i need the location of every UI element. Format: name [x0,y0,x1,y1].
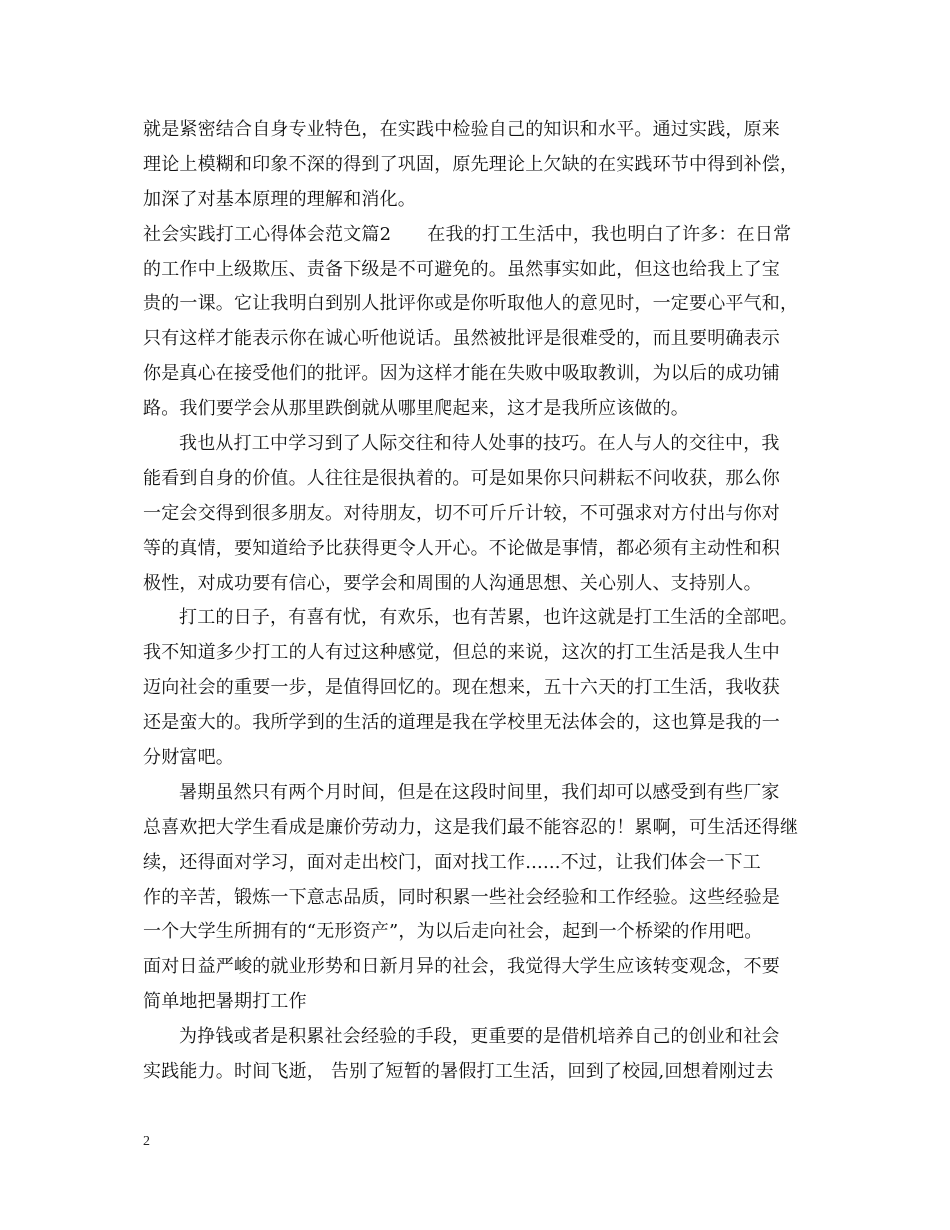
text-line: 我也从打工中学习到了人际交往和待人处事的技巧。在人与人的交往中，我 [179,433,780,455]
text-line: 还是蛮大的。我所学到的生活的道理是我在学校里无法体会的，这也算是我的一 [143,712,780,734]
text-line: 续，还得面对学习，面对走出校门，面对找工作......不过，让我们体会一下工 [143,851,761,873]
text-segment: 在我的打工生活中，我也明白了许多：在日常 [427,223,792,245]
text-line: 的工作中上级欺压、责备下级是不可避免的。虽然事实如此，但这也给我上了宝 [143,258,780,280]
text-line: 打工的日子，有喜有忧，有欢乐，也有苦累，也许这就是打工生活的全部吧。 [179,607,798,629]
text-line: 理论上模糊和印象不深的得到了巩固，原先理论上欠缺的在实践环节中得到补偿， [143,153,799,175]
text-line [143,218,813,253]
page-number: 2 [143,1134,150,1149]
text-line: 暑期虽然只有两个月时间，但是在这段时间里，我们却可以感受到有些厂家 [179,781,780,803]
text-line: 我不知道多少打工的人有过这种感觉，但总的来说，这次的打工生活是我人生中 [143,642,780,664]
section-heading: 社会实践打工心得体会范文篇2 [143,223,392,245]
text-line: 实践能力。时间飞逝， 告别了短暂的暑假打工生活，回到了校园,回想着刚过去 [143,1061,774,1083]
text-line: 总喜欢把大学生看成是廉价劳动力，这是我们最不能容忍的！累啊，可生活还得继 [143,816,799,838]
text-line: 简单地把暑期打工作 [143,991,307,1013]
text-line: 贵的一课。它让我明白到别人批评你或是你听取他人的意见时，一定要心平气和， [143,293,799,315]
text-line: 就是紧密结合自身专业特色，在实践中检验自己的知识和水平。通过实践，原来 [143,119,780,140]
text-line: 极性，对成功要有信心，要学会和周围的人沟通思想、关心别人、支持别人。 [143,572,762,594]
text-line: 你是真心在接受他们的批评。因为这样才能在失败中吸取教训，为以后的成功铺 [143,363,780,385]
text-line: 能看到自身的价值。人往往是很执着的。可是如果你只问耕耘不问收获，那么你 [143,467,780,489]
text-line: 作的辛苦，锻炼一下意志品质，同时积累一些社会经验和工作经验。这些经验是 [143,886,780,908]
text-line: 一定会交得到很多朋友。对待朋友，切不可斤斤计较，不可强求对方付出与你对 [143,502,780,524]
text-line: 加深了对基本原理的理解和消化。 [143,188,416,210]
text-line: 路。我们要学会从那里跌倒就从哪里爬起来，这才是我所应该做的。 [143,398,689,420]
text-line: 分财富吧。 [143,747,234,769]
text-line: 等的真情，要知道给予比获得更令人开心。不论做是事情，都必须有主动性和积 [143,537,780,559]
text-line: 只有这样才能表示你在诚心听他说话。虽然被批评是很难受的，而且要明确表示 [143,328,780,350]
text-line: 为挣钱或者是积累社会经验的手段，更重要的是借机培养自己的创业和社会 [179,1026,780,1048]
text-line: 一个大学生所拥有的“无形资产”，为以后走向社会，起到一个桥梁的作用吧。 [143,921,763,943]
text-line: 迈向社会的重要一步，是值得回忆的。现在想来，五十六天的打工生活，我收获 [143,677,780,699]
text-line: 面对日益严峻的就业形势和日新月异的社会，我觉得大学生应该转变观念，不要 [143,956,780,978]
document-body [143,113,813,1090]
